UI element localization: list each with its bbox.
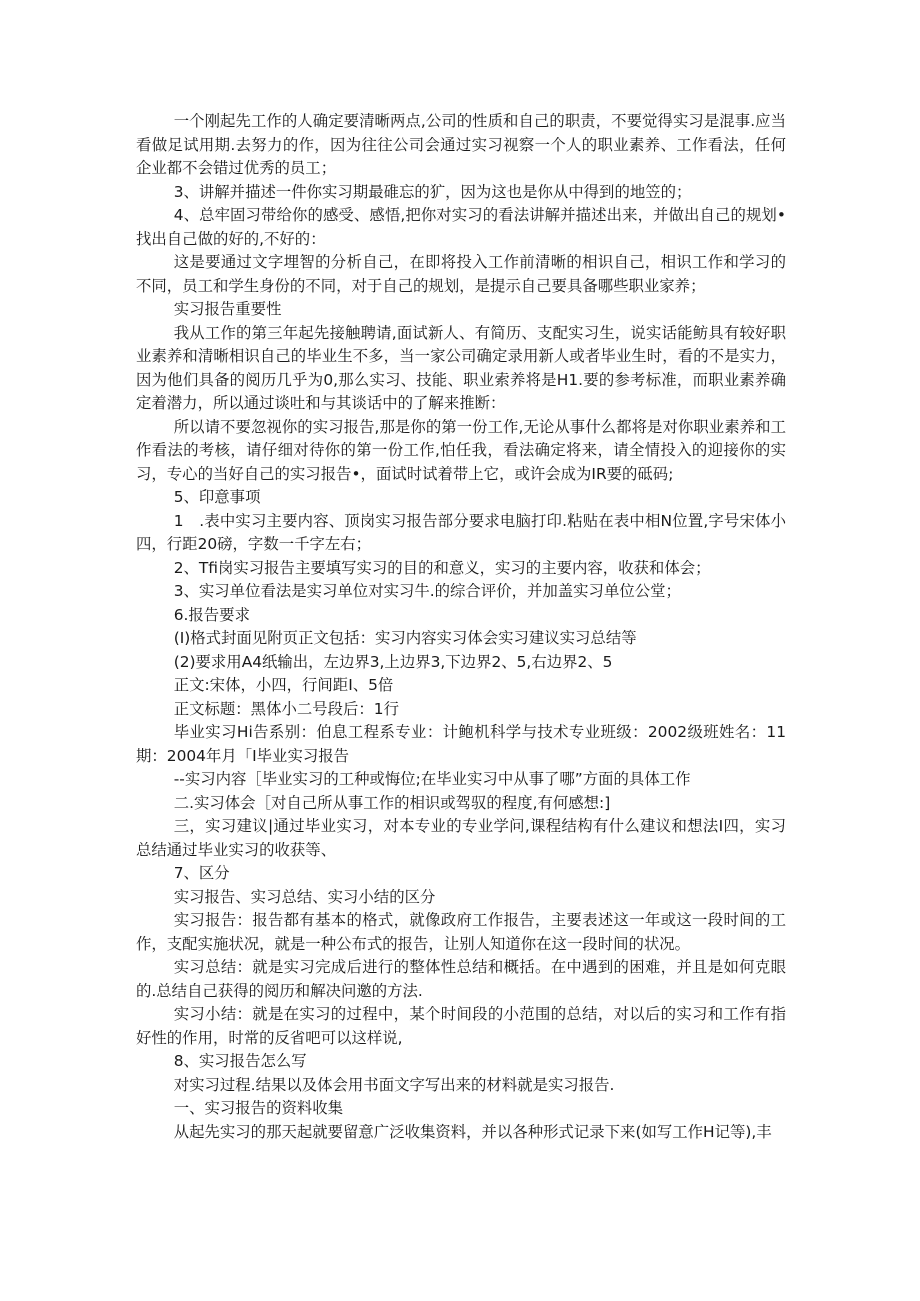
paragraph: 实习报告：报告都有基本的格式，就像政府工作报告，主要表述这一年或这一段时间的工作，支配实施状况，就是一种公布式的报告，让别人知道你在这一段时间的状况。 <box>136 911 786 953</box>
paragraph: 2、Tfi岗实习报告主要填写实习的目的和意义，实习的主要内容，收获和体会； <box>173 558 711 577</box>
paragraph: 这是要通过文字埋智的分析自己，在即将投入工作前清晰的相识自己，相识工作和学习的不同，员工和学生身份的不同，对于自己的规划，是提示自己要具备哪些职业家养； <box>136 253 786 295</box>
paragraph: 一个刚起先工作的人确定要清晰两点,公司的性质和自己的职责，不要觉得实习是混事.应当看做足试用期.去努力的作，因为往往公司会通过实习视察一个人的职业素养、工作看法，任何企业都不会错过优秀的员工； <box>136 112 786 177</box>
section-heading: 8、实习报告怎么写 <box>173 1052 307 1070</box>
paragraph: 实习报告、实习总结、实习小结的区分 <box>173 887 436 906</box>
paragraph: 1 .表中实习主要内容、顶岗实习报告部分要求电脑打印.粘贴在表中相N位置,字号宋体小四，行距20磅，字数一千字左右； <box>136 511 786 553</box>
section-heading: 一、实习报告的资料收集 <box>173 1099 344 1117</box>
paragraph: 正文标题：黑体小二号段后：1行 <box>173 699 399 718</box>
paragraph: (2)要求用A4纸输出，左边界3,上边界3,下边界2、5,右边界2、5 <box>173 652 613 671</box>
paragraph: 实习小结：就是在实习的过程中，某个时间段的小范围的总结，对以后的实习和工作有指好性的作用，时常的反省吧可以这样说, <box>136 1005 786 1047</box>
section-heading: 6.报告要求 <box>173 605 250 624</box>
paragraph: 正文:宋体，小四，行间距I、5倍 <box>173 676 394 694</box>
section-heading: 7、区分 <box>173 864 230 882</box>
paragraph: 所以请不要忽视你的实习报告,那是你的第一份工作,无论从事什么都将是对你职业素养和工作看法的考核，请仔细对待你的第一份工作,怕任我，看法确定将来，请全情投入的迎接你的实习，专心的当好自己的实习报告•，面试时试着带上它，或许会成为IR要的砥码; <box>136 417 786 483</box>
paragraph: 我从工作的第三年起先接触聘请,面试新人、有简历、支配实习生，说实话能鲂具有较好职业素养和清晰相识自己的毕业生不多，当一家公司确定录用新人或者毕业生时，看的不是实力，因为他们具备的阅历几乎为0,那么实习、技能、职业索养将是H1.要的参考标准，而职业素养确定着潜力，所以通过谈吐和与其谈话中的了解来推断： <box>136 323 786 412</box>
paragraph: 3、讲解并描述一件你实习期最碓忘的犷，因为这也是你从中得到的地笠的； <box>173 182 692 201</box>
paragraph: 三，实习建议|通过毕业实习，对本专业的专业学问,课程结构有什么建议和想法I四，实习总结通过毕业实习的收获等、 <box>136 817 786 859</box>
document-page <box>136 110 786 1144</box>
section-heading: 5、印意事项 <box>173 488 261 506</box>
paragraph: 实习总结：就是实习完成后进行的整体性总结和概括。在中遇到的困难，并且是如何克眼的.总结自己获得的阅历和解决问邀的方法. <box>136 958 786 1000</box>
paragraph: --实习内容［毕业实习的工种或悔位;在毕业实习中从事了哪”方面的具体工作 <box>173 770 691 788</box>
paragraph: 从起先实习的那天起就要留意广泛收集资料，并以各种形式记录下来(如写工作H记等),丰 <box>173 1122 772 1141</box>
paragraph: 对实习过程.结果以及体会用书面文字写出来的材料就是实习报告. <box>173 1075 615 1094</box>
paragraph: 3、实习单位看法是实习单位对实习牛.的综合评价，并加盖实习单位公堂； <box>173 582 681 600</box>
paragraph: 二.实习体会［对自己所从事工作的相识或驾驭的程度,有何感想:] <box>173 793 611 812</box>
paragraph: (I)格式封面见附页正文包括：实习内容实习体会实习建议实习总结等 <box>173 629 637 647</box>
section-heading: 实习报告重要性 <box>173 300 282 318</box>
paragraph: 4、总牢固习带给你的感受、感悟,把你对实习的看法讲解并描述出来，并做出自己的规划•找出自己做的好的,不好的： <box>136 206 786 248</box>
paragraph: 毕业实习Hi告系别：伯息工程系专业：计鲍机科学与技术专业班级：2002级班姓名：11期：2004年月「I毕业实习报告 <box>136 723 786 765</box>
